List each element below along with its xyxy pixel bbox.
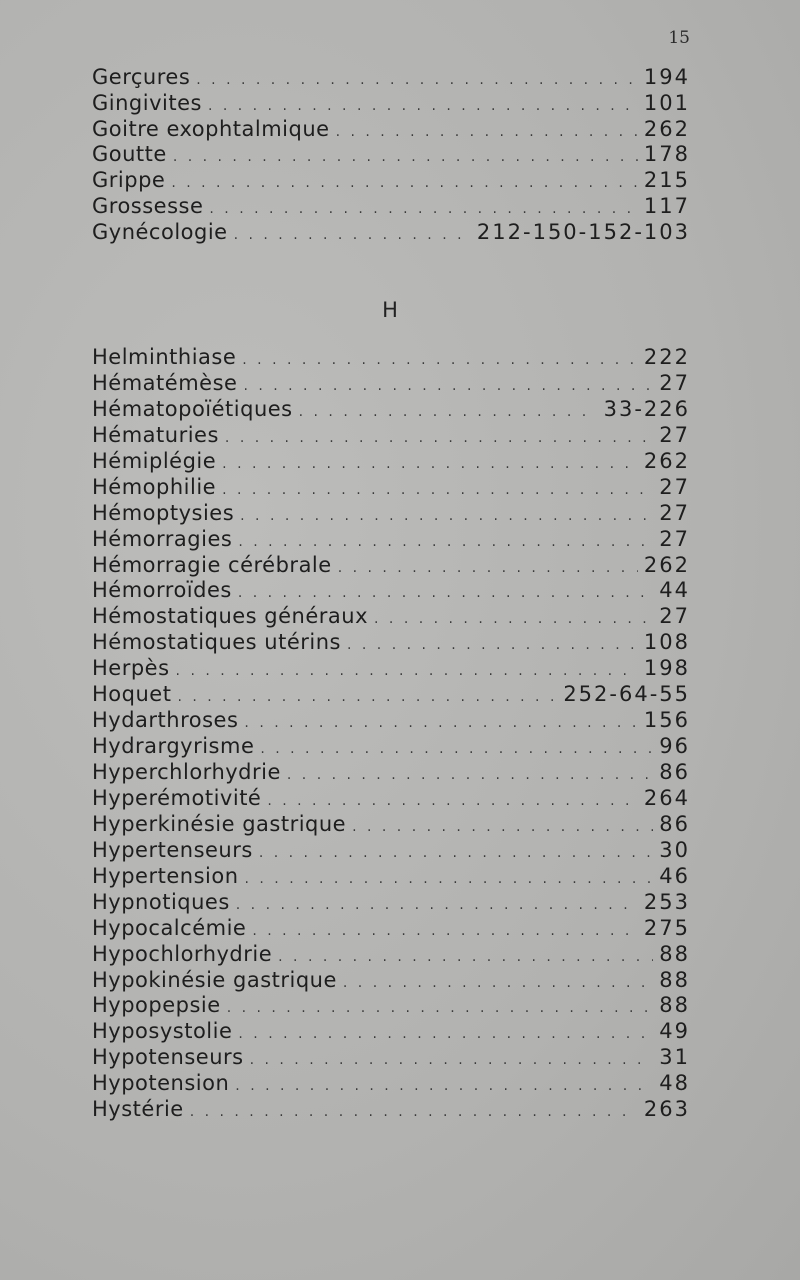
index-pages: 27 [659,474,690,499]
index-term: Hyperémotivité [92,785,262,810]
index-entry [92,630,690,656]
dot-leader [242,348,638,374]
index-term: Gerçures [92,65,191,89]
index-entry [92,194,690,220]
page-number: 15 [668,28,690,48]
index-term: Hémostatiques utérins [92,630,341,655]
index-pages: 194 [643,65,690,89]
index-entry [92,838,690,864]
index-pages: 262 [643,448,690,473]
index-entry [92,968,690,994]
index-term: Hémophilie [92,474,217,499]
index-entry [92,682,690,708]
index-term: Grippe [92,168,166,193]
index-entry [92,1097,690,1123]
dot-leader [196,68,638,94]
index-pages: 27 [659,604,690,629]
index-term: Hémostatiques généraux [92,604,369,629]
dot-leader [222,452,638,478]
index-entry [92,760,690,786]
index-entry [92,423,690,449]
index-entry [92,1019,690,1045]
index-entry [92,916,690,942]
index-pages: 27 [659,422,690,447]
dot-leader [347,633,638,659]
index-term: Gynécologie [92,219,228,244]
index-term: Goitre exophtalmique [92,116,330,141]
index-entry [92,993,690,1019]
dot-leader [222,478,653,504]
dot-leader [259,841,653,867]
dot-leader [352,815,653,841]
index-term: Hypnotiques [92,889,230,914]
index-pages: 44 [659,578,690,603]
index-term: Hématuries [92,422,219,447]
index-entry [92,864,690,890]
dot-leader [238,1022,653,1048]
index-term: Gingivites [92,90,202,115]
index-pages: 49 [659,1019,690,1044]
index-term: Goutte [92,142,167,167]
index-pages: 30 [659,837,690,862]
index-entry [92,91,690,117]
dot-leader [299,400,598,426]
index-entry [92,734,690,760]
index-entry [92,942,690,968]
index-term: Hypertension [92,863,239,888]
index-entry [92,345,690,371]
index-list-h [92,345,690,1123]
dot-leader [225,426,653,452]
index-pages: 198 [643,656,690,681]
dot-leader [190,1100,638,1126]
index-pages: 275 [643,915,690,940]
index-entry [92,578,690,604]
index-entry [92,890,690,916]
index-entry [92,449,690,475]
index-pages: 263 [643,1097,690,1122]
index-list-g [92,65,690,246]
section-heading-h: H [382,298,398,322]
dot-leader [338,556,638,582]
index-pages: 86 [659,760,690,784]
index-entry [92,501,690,527]
index-term: Helminthiase [92,345,237,369]
dot-leader [245,867,654,893]
index-entry [92,812,690,838]
index-term: Hématémèse [92,370,238,395]
index-entry [92,168,690,194]
index-entry [92,786,690,812]
index-term: Hémoptysies [92,500,235,525]
index-term: Hydrargyrisme [92,734,255,759]
index-entry [92,708,690,734]
index-term: Hyposystolie [92,1019,233,1044]
index-term: Hypotension [92,1071,230,1096]
index-entry [92,117,690,143]
dot-leader [236,893,638,919]
index-pages: 215 [643,168,690,193]
index-pages: 101 [643,90,690,115]
index-pages: 222 [643,345,690,369]
index-pages: 48 [659,1071,690,1096]
dot-leader [243,374,653,400]
dot-leader [173,145,638,171]
index-term: Hydarthroses [92,708,239,733]
index-pages: 27 [659,370,690,395]
index-entry [92,371,690,397]
dot-leader [260,737,653,763]
index-entry [92,656,690,682]
index-pages: 212-150-152-103 [476,219,690,244]
dot-leader [287,763,653,789]
index-entry [92,397,690,423]
index-term: Herpès [92,656,170,681]
index-entry [92,142,690,168]
index-term: Hémiplégie [92,448,217,473]
index-pages: 96 [659,734,690,759]
index-pages: 252-64-55 [563,682,690,707]
index-pages: 253 [643,889,690,914]
dot-leader [171,171,638,197]
index-entry [92,1045,690,1071]
index-term: Hypokinésie gastrique [92,967,337,992]
index-pages: 27 [659,526,690,551]
index-pages: 88 [659,993,690,1018]
index-pages: 33-226 [603,396,690,421]
index-pages: 31 [659,1045,690,1070]
index-entry [92,1071,690,1097]
index-entry [92,475,690,501]
dot-leader [252,919,638,945]
dot-leader [240,504,653,530]
dot-leader [374,607,653,633]
index-pages: 264 [643,785,690,810]
dot-leader [250,1048,654,1074]
index-term: Hématopoïétiques [92,396,293,421]
index-pages: 108 [643,630,690,655]
index-pages: 88 [659,967,690,992]
index-pages: 262 [643,116,690,141]
index-term: Hypochlorhydrie [92,941,273,966]
index-pages: 262 [643,552,690,577]
index-term: Hémorroïdes [92,578,232,603]
index-term: Grossesse [92,193,204,218]
index-term: Hyperchlorhydrie [92,760,281,784]
index-pages: 88 [659,941,690,966]
dot-leader [343,971,653,997]
index-term: Hypotenseurs [92,1045,244,1070]
index-term: Hémorragies [92,526,233,551]
index-entry [92,527,690,553]
index-pages: 27 [659,500,690,525]
index-entry [92,220,690,246]
index-pages: 117 [643,193,690,218]
index-entry [92,604,690,630]
dot-leader [336,120,638,146]
index-pages: 156 [643,708,690,733]
index-pages: 86 [659,811,690,836]
index-entry [92,553,690,579]
index-term: Hyperkinésie gastrique [92,811,347,836]
index-term: Hypopepsie [92,993,221,1018]
dot-leader [234,223,471,249]
index-entry [92,65,690,91]
index-term: Hystérie [92,1097,184,1122]
index-term: Hémorragie cérébrale [92,552,332,577]
index-pages: 178 [643,142,690,167]
index-term: Hoquet [92,682,172,707]
index-term: Hypertenseurs [92,837,253,862]
index-pages: 46 [659,863,690,888]
dot-leader [235,1074,653,1100]
dot-leader [244,711,637,737]
dot-leader [227,996,654,1022]
index-term: Hypocalcémie [92,915,247,940]
